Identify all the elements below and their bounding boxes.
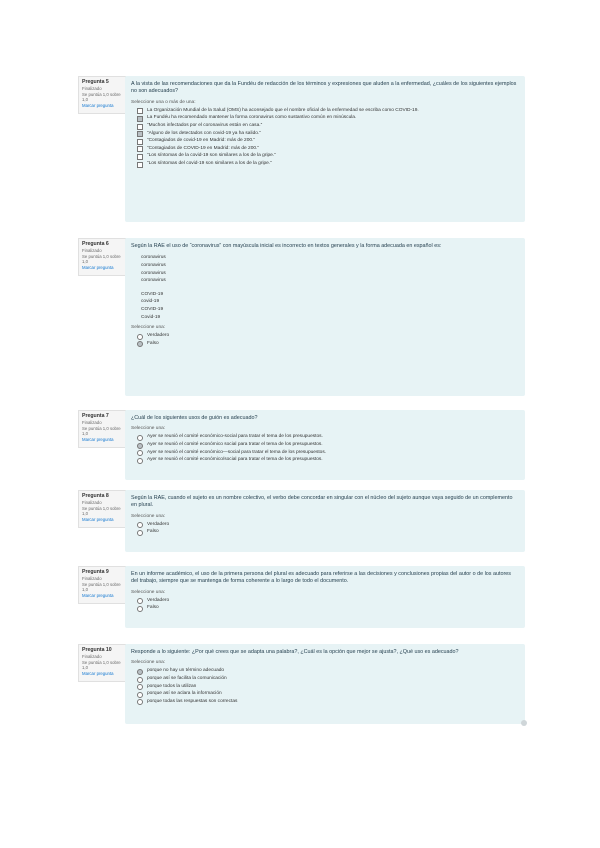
radio-button[interactable] [137,341,143,347]
question-status: Finalizado [82,247,102,253]
answer-option[interactable] [131,114,519,122]
flag-question-link[interactable]: Marcar pregunta [82,517,114,523]
answer-option[interactable] [131,433,519,441]
answer-option[interactable] [131,449,519,457]
answer-option-label: porque así se facilita la comunicación [147,676,227,681]
checkbox[interactable] [137,124,143,130]
answer-prompt: Seleccione una: [131,325,166,331]
flag-question-link[interactable]: Marcar pregunta [82,593,114,599]
example-item: coronavirus [141,270,166,276]
question-number: Pregunta 7 [82,413,109,419]
answer-option-label: Ayer se reunió el comité económico social para tratar el tema de los presupuestos. [147,442,323,447]
answer-prompt: Seleccione una o más de una: [131,99,196,105]
answer-option-label: “Los síntomas de la covid-19 son similares a los de la gripe.” [147,153,276,159]
question-content [125,644,525,724]
checkbox[interactable] [137,162,143,168]
checkbox[interactable] [137,154,143,160]
example-item: COVID-19 [141,291,164,297]
answer-option[interactable] [131,160,519,168]
answer-option-label: Falso [147,340,159,346]
checkbox[interactable] [137,108,143,114]
answer-option[interactable] [131,340,519,348]
radio-button[interactable] [137,677,143,683]
question-number: Pregunta 9 [82,569,109,575]
question-score: Se puntúa 1,0 sobre 1,0 [82,425,121,437]
answer-option-label: La Organización Mundial de la Salud (OMS) ha aconsejado que el nombre oficial de la enfermedad se escriba como COVID-19. [147,107,419,113]
question-text: Según la RAE el uso de “coronavirus” con mayúscula inicial es incorrecto en textos generales y la forma adecuada en español es: [131,243,442,249]
answer-option[interactable] [131,597,519,605]
answer-options [131,107,519,168]
answer-option-label: Falso [147,529,159,535]
answer-option[interactable] [131,332,519,340]
question-number: Pregunta 6 [82,241,109,247]
question-status: Finalizado [82,419,102,425]
question-score: Se puntúa 1,0 sobre 1,0 [82,91,121,103]
answer-prompt: Seleccione una: [131,660,166,666]
question-status: Finalizado [82,85,102,91]
flag-question-link[interactable]: Marcar pregunta [82,103,114,109]
answer-option[interactable] [131,698,519,706]
answer-option[interactable] [131,130,519,138]
question-text: En un informe académico, el uso de la primera persona del plural es adecuado para referirse a las decisiones y conclusiones propias del autor o de los autores del trabajo, siempre que se mantenga de forma coherente a lo largo de todo el documento. [131,571,511,585]
flag-question-link[interactable]: Marcar pregunta [82,671,114,677]
answer-option[interactable] [131,122,519,130]
radio-button[interactable] [137,692,143,698]
answer-option[interactable] [131,521,519,529]
answer-options [131,597,519,612]
question-text: Según la RAE, cuando el sujeto es un nombre colectivo, el verbo debe concordar en singular con el núcleo del sujeto aunque vaya seguido de un complemento en plural. [131,495,513,509]
answer-option-label: porque todas las respuestas son correctas [147,698,238,704]
question-number: Pregunta 10 [82,647,112,653]
answer-option-label: “Alguno de los detectados con covid-19 ya ha salido.” [147,130,261,136]
question-text: ¿Cuál de los siguientes usos de guión es adecuado? [131,415,258,421]
question-content [125,238,525,396]
checkbox[interactable] [137,139,143,145]
answer-option[interactable] [131,152,519,160]
question-content [125,410,525,480]
answer-option[interactable] [131,528,519,536]
question-status: Finalizado [82,499,102,505]
answer-options [131,521,519,536]
answer-option-label: Ayer se reunió el comité económico-social para tratar el tema de los presupuestos. [147,434,323,440]
example-item: coronavirus [141,263,166,268]
question-info [78,490,126,528]
answer-option-label: porque no hay un término adecuado [147,668,225,674]
answer-option-label: La Fundéu ha recomendado mantener la forma coronavirus como sustantivo común en minúscula. [147,115,357,121]
example-item: covid-19 [141,299,160,305]
question-score: Se puntúa 1,0 sobre 1,0 [82,253,121,265]
example-item: COVID-19 [141,306,164,312]
question-number: Pregunta 5 [82,79,109,85]
example-group-1 [131,254,519,284]
answer-option-label: Ayer se reunió el comité económico—social para tratar el tema de los presupuestos. [147,449,327,455]
answer-options [131,332,519,347]
answer-option-label: Ayer se reunió el comité económico/social para tratar el tema de los presupuestos. [147,457,323,463]
answer-options [131,433,519,463]
example-item: coronavirus [141,278,166,284]
answer-option-label: Falso [147,605,159,611]
answer-option[interactable] [131,456,519,464]
question-content [125,566,525,628]
answer-option-label: “Los síntomas del covid-19 son similares a los de la gripe.” [147,160,272,166]
answer-option-label: Verdadero [147,597,170,603]
answer-option[interactable] [131,667,519,675]
answer-option[interactable] [131,690,519,698]
flag-question-link[interactable]: Marcar pregunta [82,437,114,443]
question-status: Finalizado [82,575,102,581]
answer-prompt: Seleccione una: [131,589,166,595]
question-score: Se puntúa 1,0 sobre 1,0 [82,581,121,593]
answer-prompt: Seleccione una: [131,513,166,519]
question-info [78,238,126,276]
checkbox[interactable] [137,116,143,122]
question-info [78,566,126,604]
answer-option[interactable] [131,145,519,153]
radio-button[interactable] [137,699,143,705]
answer-option[interactable] [131,441,519,449]
answer-options [131,667,519,705]
resize-handle-icon[interactable] [521,720,527,726]
answer-option-label: “Contagiados de covid-19 en Madrid: más de 200.” [147,138,255,144]
answer-option[interactable] [131,107,519,115]
example-group-2 [131,291,519,321]
answer-prompt: Seleccione una: [131,426,166,432]
radio-button[interactable] [137,606,143,612]
question-text: Responde a lo siguiente: ¿Por qué crees que se adapta una palabra?, ¿Cuál es la opción que mejor se ajusta?, ¿Qué uso es adecuado? [131,649,459,655]
radio-button[interactable] [137,669,143,675]
answer-option[interactable] [131,683,519,691]
example-item: coronavirus [141,255,166,261]
question-number: Pregunta 8 [82,493,109,499]
answer-option-label: Verdadero [147,333,170,339]
answer-option-label: “Contagiados de COVID-19 en Madrid: más de 200.” [147,145,259,151]
question-text: A la vista de las recomendaciones que da la Fundéu de redacción de los términos y expresiones que aluden a la enfermedad, ¿cuáles de los siguientes ejemplos no son adecuados? [131,81,517,95]
answer-option-label: porque todos la utilizan [147,683,197,689]
question-status: Finalizado [82,653,102,659]
answer-option[interactable] [131,675,519,683]
radio-button[interactable] [137,458,143,464]
answer-option-label: “Muchos infectados por el coronavirus están en casa.” [147,123,263,128]
question-score: Se puntúa 1,0 sobre 1,0 [82,505,121,517]
radio-button[interactable] [137,443,143,449]
question-info [78,76,126,114]
question-info [78,644,126,682]
answer-option-label: Verdadero [147,521,170,527]
radio-button[interactable] [137,530,143,536]
question-score: Se puntúa 1,0 sobre 1,0 [82,659,121,671]
flag-question-link[interactable]: Marcar pregunta [82,265,114,271]
question-info [78,410,126,448]
example-item: Covid-19 [141,314,161,320]
answer-option[interactable] [131,604,519,612]
answer-option[interactable] [131,137,519,145]
checkbox[interactable] [137,131,143,137]
radio-button[interactable] [137,435,143,441]
answer-option-label: porque así se aclara la información [147,691,222,697]
question-content [125,490,525,552]
checkbox[interactable] [137,146,143,152]
question-content [125,76,525,222]
radio-button[interactable] [137,334,143,340]
